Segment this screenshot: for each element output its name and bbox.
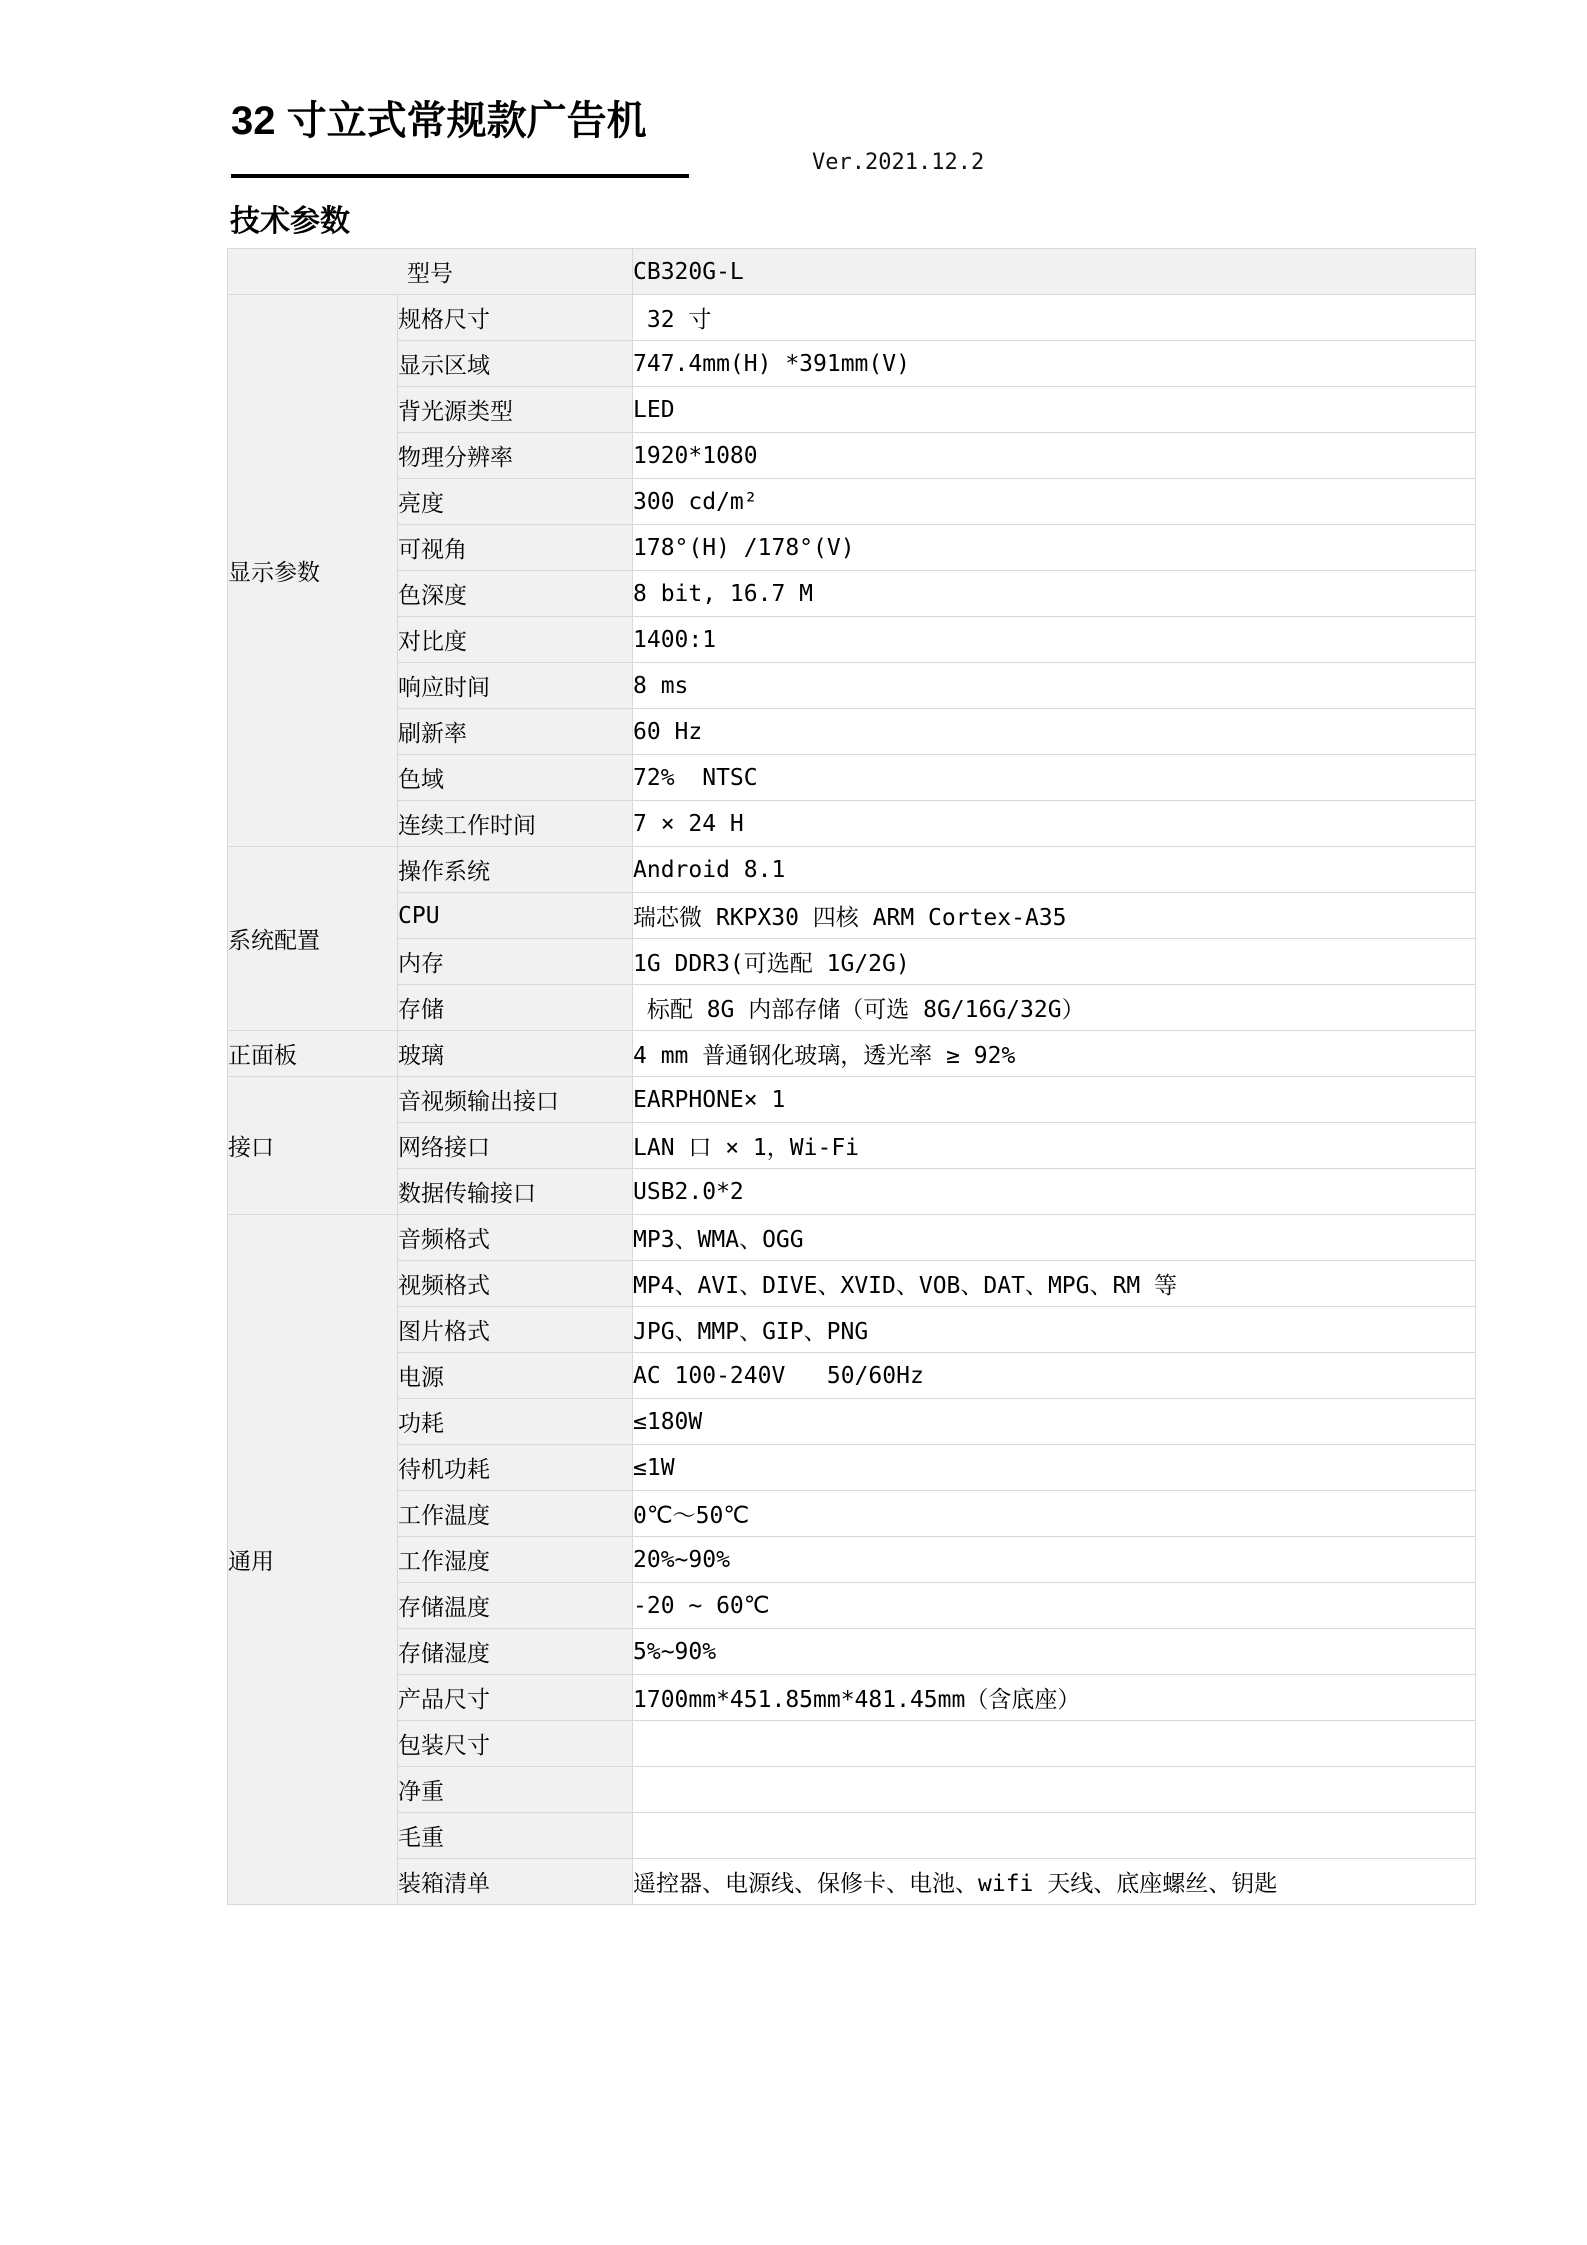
spec-label-cell: 刷新率 [398, 709, 633, 755]
spec-value-cell: 60 Hz [633, 709, 1476, 755]
spec-value-cell: -20 ~ 60℃ [633, 1583, 1476, 1629]
spec-value-cell: ≤180W [633, 1399, 1476, 1445]
table-row [228, 1675, 1476, 1721]
spec-label-cell: 存储湿度 [398, 1629, 633, 1675]
spec-table [227, 248, 1476, 1905]
table-row [228, 1859, 1476, 1905]
spec-value-cell: 瑞芯微 RKPX30 四核 ARM Cortex-A35 [633, 893, 1476, 939]
spec-label-cell: 产品尺寸 [398, 1675, 633, 1721]
table-row [228, 433, 1476, 479]
table-row [228, 985, 1476, 1031]
spec-label-cell: 工作温度 [398, 1491, 633, 1537]
spec-label-cell: 功耗 [398, 1399, 633, 1445]
table-row [228, 1307, 1476, 1353]
spec-label-cell: CPU [398, 893, 633, 939]
table-row [228, 387, 1476, 433]
spec-value-cell: 7 × 24 H [633, 801, 1476, 847]
spec-value-cell: 8 bit, 16.7 M [633, 571, 1476, 617]
spec-label-cell: 净重 [398, 1767, 633, 1813]
category-cell: 接口 [228, 1077, 398, 1215]
spec-value-cell: 72% NTSC [633, 755, 1476, 801]
version-label: Ver.2021.12.2 [812, 150, 985, 175]
table-row [228, 1721, 1476, 1767]
spec-label-cell: 音频格式 [398, 1215, 633, 1261]
spec-value-cell: JPG、MMP、GIP、PNG [633, 1307, 1476, 1353]
spec-label-cell: 色深度 [398, 571, 633, 617]
spec-value-cell: 300 cd/m² [633, 479, 1476, 525]
spec-value-cell: LED [633, 387, 1476, 433]
spec-label-cell: 工作湿度 [398, 1537, 633, 1583]
table-row [228, 617, 1476, 663]
spec-label-cell: 装箱清单 [398, 1859, 633, 1905]
model-label-cell: 型号 [228, 249, 633, 295]
table-row [228, 1031, 1476, 1077]
spec-value-cell: 5%~90% [633, 1629, 1476, 1675]
spec-value-cell: 1400:1 [633, 617, 1476, 663]
table-row [228, 1583, 1476, 1629]
spec-value-cell: 20%~90% [633, 1537, 1476, 1583]
spec-value-cell: MP3、WMA、OGG [633, 1215, 1476, 1261]
spec-value-cell: 标配 8G 内部存储（可选 8G/16G/32G） [633, 985, 1476, 1031]
spec-value-cell: 747.4mm(H) *391mm(V) [633, 341, 1476, 387]
spec-value-cell: ≤1W [633, 1445, 1476, 1491]
spec-label-cell: 可视角 [398, 525, 633, 571]
spec-label-cell: 物理分辨率 [398, 433, 633, 479]
table-row [228, 525, 1476, 571]
category-cell: 显示参数 [228, 295, 398, 847]
spec-value-cell: Android 8.1 [633, 847, 1476, 893]
table-row [228, 571, 1476, 617]
spec-value-cell: EARPHONE× 1 [633, 1077, 1476, 1123]
spec-label-cell: 操作系统 [398, 847, 633, 893]
spec-value-cell: 32 寸 [633, 295, 1476, 341]
table-row [228, 663, 1476, 709]
spec-label-cell: 对比度 [398, 617, 633, 663]
category-cell: 通用 [228, 1215, 398, 1905]
table-row [228, 1215, 1476, 1261]
spec-label-cell: 视频格式 [398, 1261, 633, 1307]
spec-label-cell: 玻璃 [398, 1031, 633, 1077]
category-cell: 系统配置 [228, 847, 398, 1031]
spec-value-cell: 8 ms [633, 663, 1476, 709]
table-row [228, 1353, 1476, 1399]
spec-value-cell: MP4、AVI、DIVE、XVID、VOB、DAT、MPG、RM 等 [633, 1261, 1476, 1307]
spec-label-cell: 存储温度 [398, 1583, 633, 1629]
spec-label-cell: 电源 [398, 1353, 633, 1399]
spec-label-cell: 响应时间 [398, 663, 633, 709]
spec-label-cell: 图片格式 [398, 1307, 633, 1353]
spec-label-cell: 音视频输出接口 [398, 1077, 633, 1123]
spec-label-cell: 显示区域 [398, 341, 633, 387]
table-row [228, 1445, 1476, 1491]
table-row-model [228, 249, 1476, 295]
spec-label-cell: 存储 [398, 985, 633, 1031]
spec-label-cell: 待机功耗 [398, 1445, 633, 1491]
spec-value-cell: USB2.0*2 [633, 1169, 1476, 1215]
spec-label-cell: 连续工作时间 [398, 801, 633, 847]
table-row [228, 801, 1476, 847]
spec-value-cell [633, 1813, 1476, 1859]
spec-label-cell: 色域 [398, 755, 633, 801]
spec-label-cell: 毛重 [398, 1813, 633, 1859]
table-row [228, 1077, 1476, 1123]
spec-value-cell: 0℃～50℃ [633, 1491, 1476, 1537]
page-title: 32 寸立式常规款广告机 [231, 96, 689, 178]
spec-value-cell: AC 100-240V 50/60Hz [633, 1353, 1476, 1399]
spec-value-cell: 遥控器、电源线、保修卡、电池、wifi 天线、底座螺丝、钥匙 [633, 1859, 1476, 1905]
table-row [228, 893, 1476, 939]
table-row [228, 1767, 1476, 1813]
table-row [228, 1629, 1476, 1675]
spec-label-cell: 规格尺寸 [398, 295, 633, 341]
table-row [228, 1399, 1476, 1445]
spec-value-cell: 4 mm 普通钢化玻璃，透光率 ≥ 92% [633, 1031, 1476, 1077]
table-row [228, 709, 1476, 755]
spec-label-cell: 数据传输接口 [398, 1169, 633, 1215]
table-row [228, 479, 1476, 525]
section-heading: 技术参数 [230, 205, 350, 238]
spec-value-cell: 1920*1080 [633, 433, 1476, 479]
table-row [228, 755, 1476, 801]
table-row [228, 847, 1476, 893]
table-row [228, 1169, 1476, 1215]
spec-label-cell: 网络接口 [398, 1123, 633, 1169]
table-row [228, 1813, 1476, 1859]
category-cell: 正面板 [228, 1031, 398, 1077]
spec-value-cell: 1700mm*451.85mm*481.45mm（含底座） [633, 1675, 1476, 1721]
table-row [228, 939, 1476, 985]
table-row [228, 341, 1476, 387]
table-row [228, 1261, 1476, 1307]
table-row [228, 1123, 1476, 1169]
model-value-cell: CB320G-L [633, 249, 1476, 295]
spec-label-cell: 包装尺寸 [398, 1721, 633, 1767]
table-row [228, 1491, 1476, 1537]
table-row [228, 295, 1476, 341]
spec-value-cell: 1G DDR3(可选配 1G/2G) [633, 939, 1476, 985]
spec-value-cell: 178°(H) /178°(V) [633, 525, 1476, 571]
spec-value-cell: LAN 口 × 1，Wi-Fi [633, 1123, 1476, 1169]
spec-value-cell [633, 1767, 1476, 1813]
spec-label-cell: 内存 [398, 939, 633, 985]
spec-value-cell [633, 1721, 1476, 1767]
table-row [228, 1537, 1476, 1583]
spec-label-cell: 背光源类型 [398, 387, 633, 433]
spec-label-cell: 亮度 [398, 479, 633, 525]
